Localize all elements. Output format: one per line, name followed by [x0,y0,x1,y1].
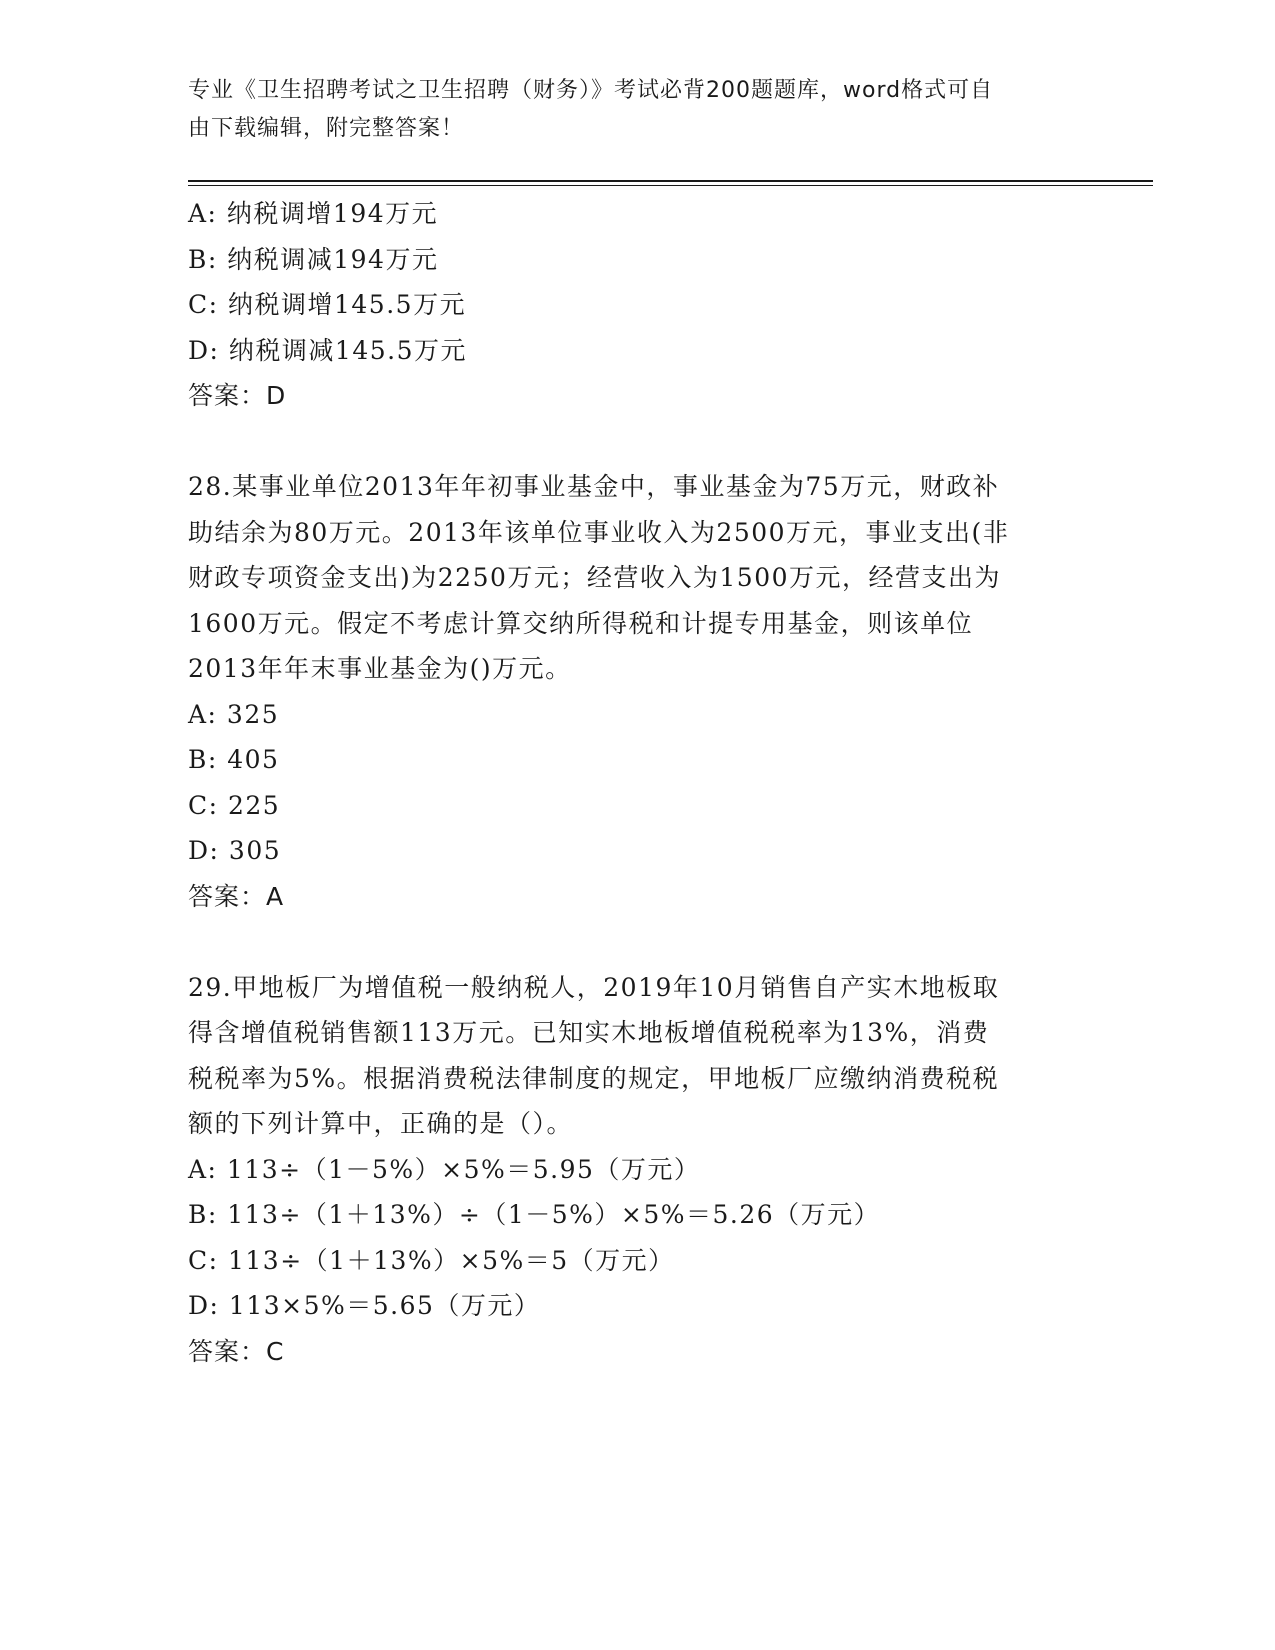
answer-line: 答案：D [188,381,287,410]
answer-line: 答案：A [188,881,285,911]
question-text-line: 28.某事业单位2013年年初事业基金中，事业基金为75万元，财政补 [188,472,1000,501]
header-line-1: 专业《卫生招聘考试之卫生招聘（财务）》考试必背200题题库，word格式可自 [188,78,994,103]
spacer [188,919,1088,965]
question-text-line: 助结余为80万元。2013年该单位事业收入为2500万元，事业支出(非 [188,517,1010,547]
option-b: B: 405 [188,745,280,774]
option-a: A: 纳税调增194万元 [188,199,439,228]
answer-line: 答案：C [188,1336,285,1366]
question-text-line: 税税率为5%。根据消费税法律制度的规定，甲地板厂应缴纳消费税税 [188,1063,1000,1093]
option-a: A: 325 [188,699,280,729]
option-b: B: 113÷（1＋13%）÷（1－5%）×5%＝5.26（万元） [188,1200,881,1229]
option-c: C: 225 [188,790,281,820]
spacer [188,419,1088,465]
question-text-line: 1600万元。假定不考虑计算交纳所得税和计提专用基金，则该单位 [188,608,974,638]
header-rule-thin [188,185,1153,186]
option-c: C: 纳税调增145.5万元 [188,290,467,319]
option-d: D: 113×5%＝5.65（万元） [188,1291,541,1320]
option-c: C: 113÷（1＋13%）×5%＝5（万元） [188,1245,675,1275]
option-d: D: 纳税调减145.5万元 [188,335,467,365]
question-text-line: 29.甲地板厂为增值税一般纳税人，2019年10月销售自产实木地板取 [188,972,1000,1002]
header-line-2: 由下载编辑，附完整答案！ [188,116,465,141]
document-body [188,191,1088,1374]
option-a: A: 113÷（1－5%）×5%＝5.95（万元） [188,1154,701,1184]
question-28-block [188,464,1088,919]
question-text-line: 额的下列计算中，正确的是（）。 [188,1109,574,1138]
question-text-line: 2013年年末事业基金为()万元。 [188,654,572,683]
question-29-block [188,965,1088,1375]
option-b: B: 纳税调减194万元 [188,244,439,274]
option-d: D: 305 [188,836,282,865]
question-text-line: 得含增值税销售额113万元。已知实木地板增值税税率为13%，消费 [188,1018,990,1047]
prev-question-block [188,191,1088,419]
question-text-line: 财政专项资金支出)为2250万元；经营收入为1500万元，经营支出为 [188,563,1002,592]
header-rule-thick [188,180,1153,182]
document-header [188,72,1068,148]
